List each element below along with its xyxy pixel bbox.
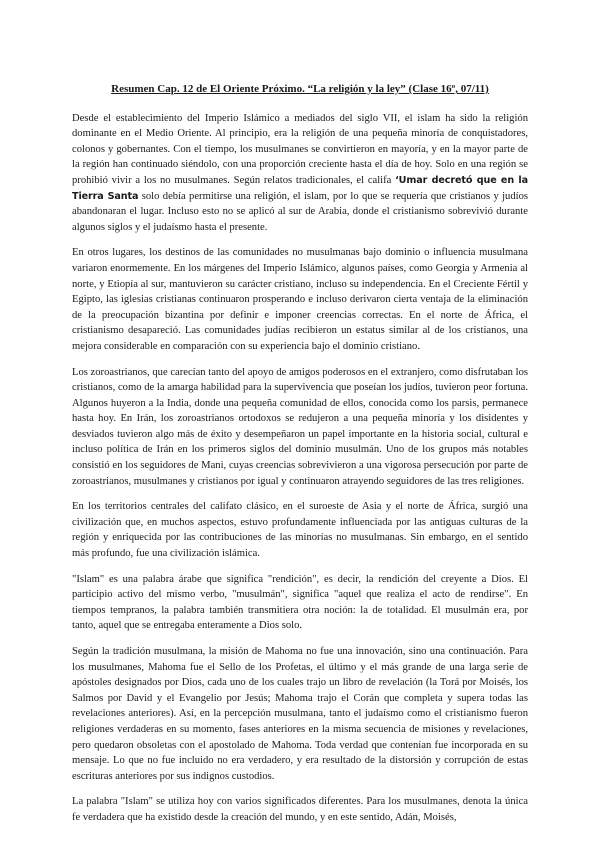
paragraph-text: Desde el establecimiento del Imperio Islámico a mediados del siglo VII, el islam ha sido la religión dominante en el Medio Oriente. Al principio, era la religión de una pequeña minoría de conquistadores, colonos y gobernantes. Con el tiempo, los musulmanes se convirtieron en mayoría, y en la mayor parte de la región han continuado siéndolo, con una proporción creciente hasta el día de hoy. Solo en una región se prohibió vivir a los no musulmanes. Según relatos tradicionales, el califa (72, 112, 528, 186)
emphasized-phrase: ‘Umar decretó que en la Tierra Santa (72, 174, 528, 202)
paragraph-1 (72, 111, 528, 236)
paragraph-text: En los territorios centrales del califato clásico, en el suroeste de Asia y el norte de África, surgió una civilización que, en muchos aspectos, estuvo profundamente influenciada por las antiguas culturas de la región y enriquecida por las contribuciones de las minorías no musulmanas. Sin embargo, en el sentido más profundo, fue una civilización islámica. (72, 501, 528, 560)
paragraph-5 (72, 572, 528, 634)
paragraph-4 (72, 499, 528, 561)
paragraph-6 (72, 644, 528, 784)
paragraph-text: Según la tradición musulmana, la misión de Mahoma no fue una innovación, sino una continuación. Para los musulmanes, Mahoma fue el Sello de los Profetas, el último y el más grande de una larga serie de apóstoles designados por Dios, cada uno de los cuales trajo un libro de revelación (la Torá por Moisés, los Salmos por David y el Evangelio por Jesús; Mahoma trajo el Corán que completa y supera todas las revelaciones anteriores). Así, en la percepción musulmana, tanto el judaísmo como el cristianismo fueron religiones verdaderas en su momento, fases anteriores en la misma secuencia de misiones y revelaciones, pero quedaron obsoletas con el apostolado de Mahoma. Toda verdad que contenían fue incorporada en su mensaje. Lo que no fue incluido no era verdadero, y era resultado de la distorsión y corrupción de estas escrituras anteriores por sus indignos custodios. (72, 646, 528, 782)
paragraph-text: La palabra "Islam" se utiliza hoy con varios significados diferentes. Para los musulmanes, denota la única fe verdadera que ha existido desde la creación del mundo, y en este sentido, Adán, Moisés, (72, 796, 528, 823)
paragraph-text: Los zoroastrianos, que carecían tanto del apoyo de amigos poderosos en el extranjero, como disfrutaban los cristianos, como de la amarga habilidad para la supervivencia que poseían los judíos, tuvieron peor fortuna. Algunos huyeron a la India, donde una pequeña comunidad de ellos, conocida como los parsis, permanece hasta hoy. En Irán, los zoroastrianos ortodoxos se redujeron a una pequeña minoría y los disidentes y desviados tuvieron algo más de éxito y desempeñaron un papel importante en la historia social, cultural e incluso política de Irán en los primeros siglos del dominio musulmán. Uno de los grupos más notables consistió en los seguidores de Mani, cuyas creencias sobrevivieron a una vigorosa persecución por parte de zoroastrianos, musulmanes y cristianos por igual y continuaron atrayendo seguidores de las tres religiones. (72, 366, 528, 487)
paragraph-7 (72, 794, 528, 825)
paragraph-2 (72, 245, 528, 354)
document-body (72, 82, 528, 836)
paragraph-text: En otros lugares, los destinos de las comunidades no musulmanas bajo dominio o influencia musulmana variaron enormemente. En los márgenes del Imperio Islámico, algunos países, como Georgia y Armenia al norte, y Etiopía al sur, mantuvieron su carácter cristiano, incluso su independencia. En el Creciente Fértil y Egipto, las iglesias cristianas continuaron prosperando e incluso derivaron cierta ventaja de la eliminación de la preocupación bizantina por definir e imponer creencias correctas. En el norte de África, el cristianismo desapareció. Las comunidades judías recibieron un estatus similar al de los cristianos, una mejora considerable en comparación con su experiencia bajo el dominio cristiano. (72, 247, 528, 352)
paragraph-text-continued: solo debía permitirse una religión, el islam, por lo que se requería que cristianos y judíos abandonaran el lugar. Incluso esto no se aplicó al sur de Arabia, donde el cristianismo sobrevivió durante algunos siglos y el judaísmo hasta el presente. (72, 190, 528, 233)
paragraph-text: "Islam" es una palabra árabe que significa "rendición", es decir, la rendición del creyente a Dios. El participio activo del mismo verbo, "musulmán", significa "aquel que realiza el acto de rendirse". En tiempos tempranos, la palabra también transmitiera otra noción: la de totalidad. El musulmán era, por tanto, aquel que se entregaba enteramente a Dios solo. (72, 573, 528, 632)
document-title: Resumen Cap. 12 de El Oriente Próximo. “La religión y la ley” (Clase 16º, 07/11) (111, 83, 489, 95)
paragraph-3 (72, 365, 528, 490)
